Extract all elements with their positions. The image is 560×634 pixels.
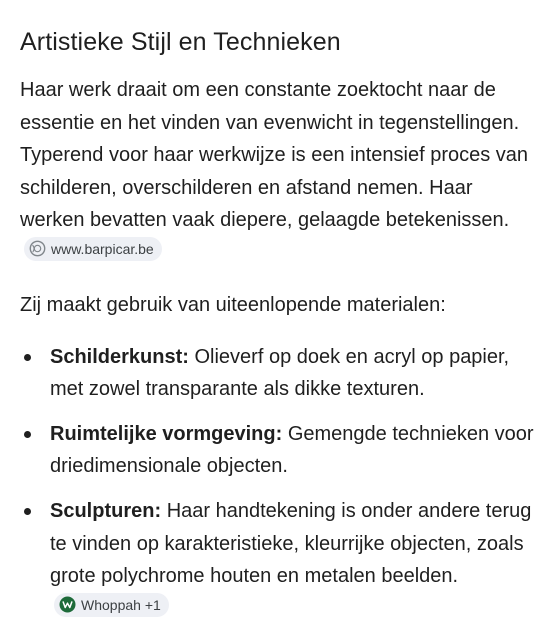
list-item-term: Ruimtelijke vormgeving: xyxy=(50,422,283,445)
whoppah-logo-icon xyxy=(59,596,76,613)
source-chip-label: www.barpicar.be xyxy=(51,240,154,257)
bullet-point xyxy=(24,508,31,515)
list-item-schilderkunst xyxy=(20,341,540,406)
list-item-term: Sculpturen: xyxy=(50,500,162,523)
globe-icon xyxy=(29,240,46,257)
source-chip-whoppah[interactable] xyxy=(54,593,169,617)
source-chip-barpicar[interactable] xyxy=(24,237,162,261)
list-item-description: Haar handtekening is onder andere terug te vinden op karakteristieke, kleurrijke objecten, zoals grote polychrome houten en metalen beelden. xyxy=(50,500,532,588)
intro-paragraph xyxy=(20,74,540,270)
source-chip-label: Whoppah +1 xyxy=(81,596,161,613)
materials-intro: Zij maakt gebruik van uiteenlopende materialen: xyxy=(20,294,446,317)
list-item-description: Olieverf op doek en acryl op papier, met zowel transparante als dikke texturen. xyxy=(50,345,510,401)
list-item-sculpturen xyxy=(20,495,540,626)
intro-paragraph-text: Haar werk draait om een constante zoektocht naar de essentie en het vinden van evenwicht in tegenstellingen. Typerend voor haar werkwijze is een intensief proces van schilderen, overschilderen en afstand nemen. Haar werken bevatten vaak diepere, gelaagde betekenissen. xyxy=(20,79,529,232)
list-item-ruimtelijke-vormgeving xyxy=(20,418,540,483)
materials-list xyxy=(20,341,540,626)
bullet-point xyxy=(24,354,31,361)
bullet-point xyxy=(24,431,31,438)
list-item-term: Schilderkunst: xyxy=(50,345,189,368)
list-item-description: Gemengde technieken voor driedimensionale objecten. xyxy=(50,422,534,478)
section-heading: Artistieke Stijl en Technieken xyxy=(20,28,341,56)
